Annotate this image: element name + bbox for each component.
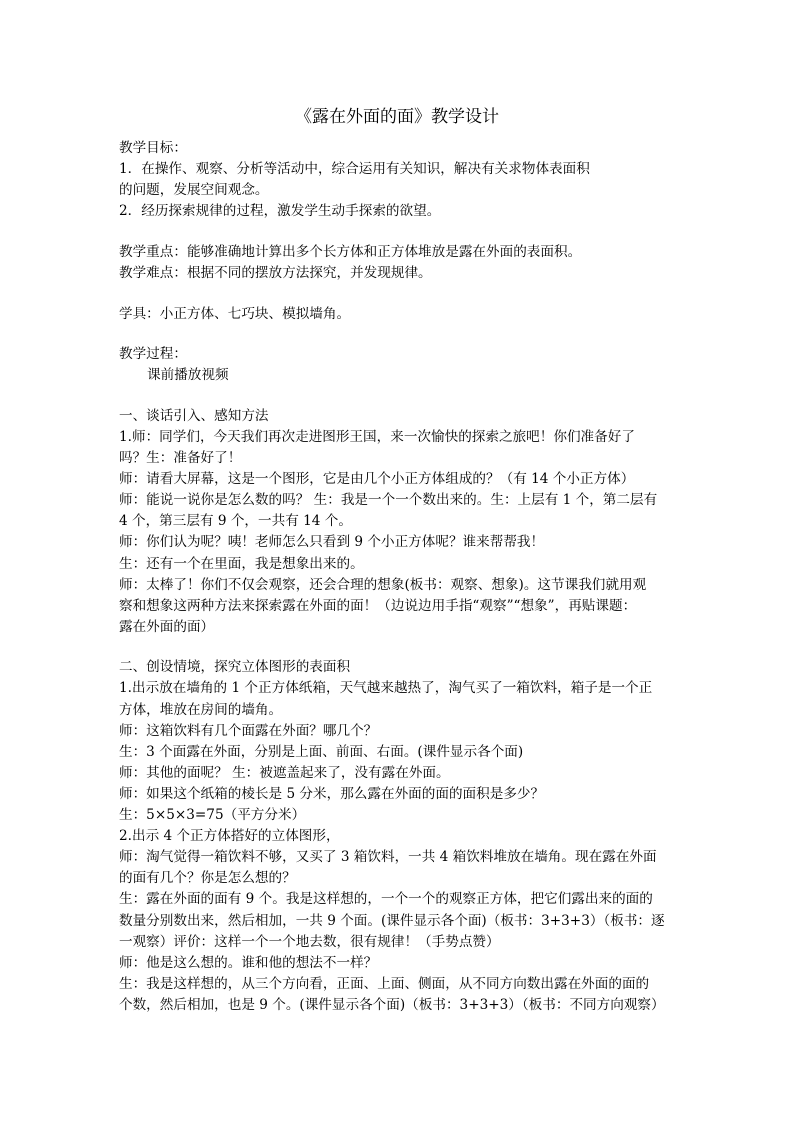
document-title: 《露在外面的面》教学设计 [295, 107, 499, 127]
text-line: 教学难点：根据不同的摆放方法探究，并发现规律。 [119, 264, 432, 281]
blank-line [119, 222, 679, 242]
blank-line [119, 325, 679, 345]
text-line: 露在外面的面） [119, 618, 215, 635]
text-line: 师：他是这么想的。谁和他的想法不一样？ [119, 954, 378, 971]
section-heading: 二、创设情境，探究立体图形的表面积 [119, 659, 351, 676]
blank-line [119, 284, 679, 304]
text-line: 2.出示 4 个正方体搭好的立体图形， [119, 828, 340, 845]
text-line: 数量分别数出来，然后相加，一共 9 个面。(课件显示各个面)（板书：3+3+3）（板书：逐 [119, 912, 665, 929]
text-line: 1．在操作、观察、分析等活动中，综合运用有关知识，解决有关求物体表面积 [119, 161, 590, 178]
text-line: 师：其他的面呢？ 生：被遮盖起来了，没有露在外面。 [119, 764, 450, 781]
text-line: 学具：小正方体、七巧块、模拟墙角。 [119, 305, 351, 322]
text-line: 师：你们认为呢？咦！老师怎么只看到 9 个小正方体呢？谁来帮帮我！ [119, 534, 545, 551]
text-line: 1.师：同学们，今天我们再次走进图形王国，来一次愉快的探索之旅吧！你们准备好了 [119, 428, 635, 445]
text-line: 吗？生：准备好了！ [119, 450, 242, 467]
text-line: 1.出示放在墙角的 1 个正方体纸箱，天气越来越热了，淘气买了一箱饮料，箱子是一个正 [119, 680, 653, 697]
section-heading: 一、谈话引入、感知方法 [119, 407, 269, 424]
text-line: 生：还有一个在里面，我是想象出来的。 [119, 555, 364, 572]
text-line: 课前播放视频 [147, 367, 229, 384]
text-line: 师：如果这个纸箱的棱长是 5 分米，那么露在外面的面的面积是多少？ [119, 785, 545, 802]
text-line: 的问题，发展空间观念。 [119, 182, 269, 199]
text-line: 教学目标： [119, 140, 187, 156]
document-body [119, 138, 679, 1016]
text-line: 生：露在外面的面有 9 个。我是这样想的，一个一个的观察正方体，把它们露出来的面的 [119, 891, 653, 908]
blank-line [119, 386, 679, 406]
text-line: 的面有几个？你是怎么想的？ [119, 870, 296, 887]
text-line: 方体，堆放在房间的墙角。 [119, 701, 283, 718]
text-line: 师：太棒了！你们不仅会观察，还会合理的想象(板书：观察、想象)。这节课我们就用观 [119, 576, 647, 593]
text-line: 一观察）评价：这样一个一个地去数，很有规律！（手势点赞） [119, 933, 500, 950]
text-line: 生：5×5×3=75（平方分米） [119, 807, 306, 824]
blank-line [119, 638, 679, 658]
text-line: 教学重点：能够准确地计算出多个长方体和正方体堆放是露在外面的表面积。 [119, 243, 582, 260]
text-line: 师：请看大屏幕，这是一个图形，它是由几个小正方体组成的？（有 14 个小正方体） [119, 471, 635, 488]
text-line: 师：淘气觉得一箱饮料不够，又买了 3 箱饮料，一共 4 箱饮料堆放在墙角。现在露在外面 [119, 849, 657, 866]
text-line: 生：我是这样想的，从三个方向看，正面、上面、侧面，从不同方向数出露在外面的面的 [119, 975, 650, 992]
text-line: 师：能说一说你是怎么数的吗？ 生：我是一个一个数出来的。生：上层有 1 个，第二层有 [119, 492, 658, 509]
text-line: 生：3 个面露在外面，分别是上面、前面、右面。(课件显示各个面) [119, 743, 524, 760]
text-line: 个数，然后相加，也是 9 个。(课件显示各个面)（板书：3+3+3）（板书：不同方向观察） [119, 996, 665, 1013]
text-line: 察和想象这两种方法来探索露在外面的面！（边说边用手指“观察”“想象”，再贴课题： [119, 597, 637, 614]
text-line: 4 个，第三层有 9 个，一共有 14 个。 [119, 513, 352, 530]
text-line: 师：这箱饮料有几个面露在外面？哪几个？ [119, 722, 378, 739]
text-line: 2．经历探索规律的过程，激发学生动手探索的欲望。 [119, 203, 441, 220]
text-line: 教学过程： [119, 346, 187, 363]
